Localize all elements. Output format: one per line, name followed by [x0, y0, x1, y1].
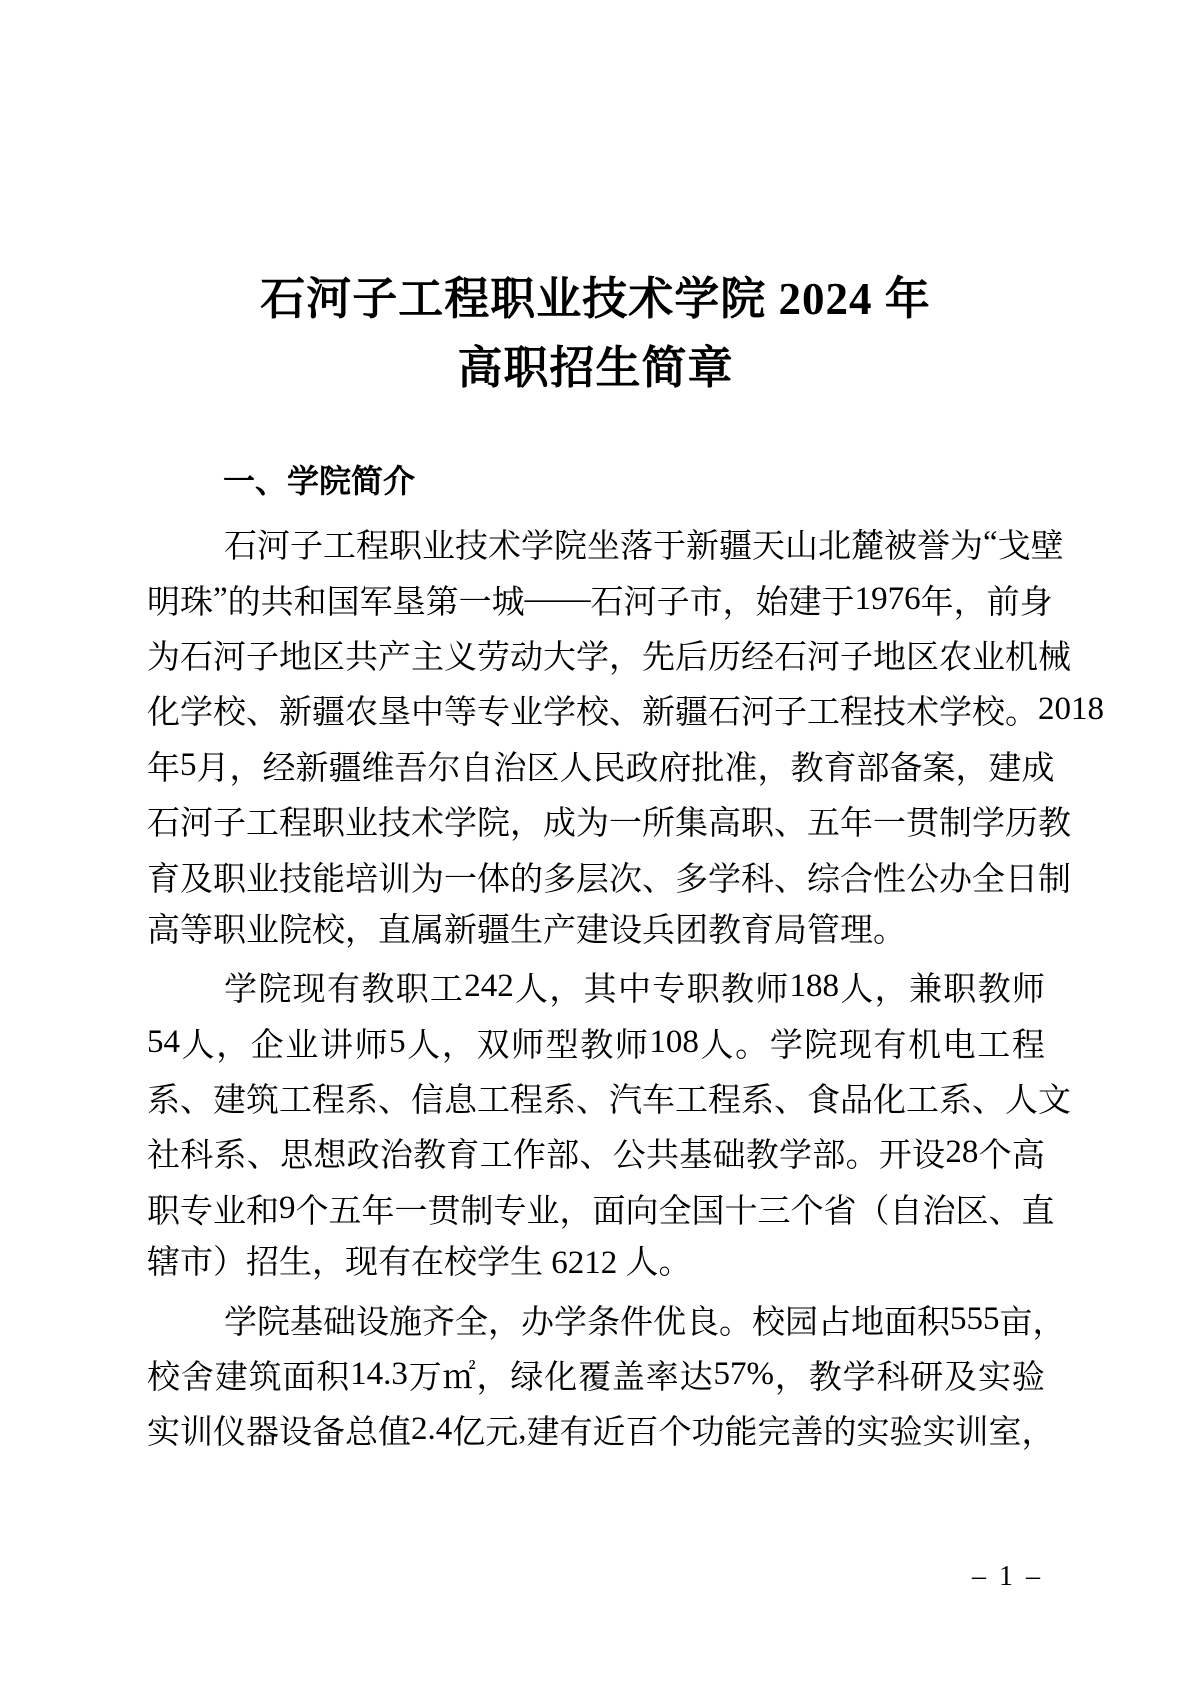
text-line: 社 科 系 、 思 想 政 治 教 育 工 作 部 、 公 共 基 础 教 学 部 。 开 设 28 个 高	[147, 1134, 1045, 1175]
text-line: 校 舍 建 筑 面 积 14.3 万 ㎡ ， 绿 化 覆 盖 率 达 57% ， 教 学 科 研 及 实 验	[147, 1356, 1045, 1397]
text-line: 石 河 子 工 程 职 业 技 术 学 院 坐 落 于 新 疆 天 山 北 麓 被 誉 为 “ 戈 壁	[224, 525, 1064, 566]
text-line: 明 珠 ” 的 共 和 国 军 垦 第 一 城 —— 石 河 子 市 ， 始 建 于 1976 年 ， 前 身	[147, 580, 1053, 621]
document-title	[0, 265, 1191, 403]
text-line: 化 学 校 、 新 疆 农 垦 中 等 专 业 学 校 、 新 疆 石 河 子 工 程 技 术 学 校 。 2018	[147, 691, 1104, 732]
text-line: 54 人 ， 企 业 讲 师 5 人 ， 双 师 型 教 师 108 人 。 学 院 现 有 机 电 工 程	[147, 1023, 1045, 1064]
text-line: 实 训 仪 器 设 备 总 值 2.4 亿 元 , 建 有 近 百 个 功 能 完 善 的 实 验 实 训 室 ，	[147, 1411, 1055, 1452]
text-line: 辖市）招生，现有在校学生 6212 人。	[147, 1245, 692, 1282]
text-line: 职 专 业 和 9 个 五 年 一 贯 制 专 业 ， 面 向 全 国 十 三 个 省 （ 自 治 区 、 直	[147, 1189, 1055, 1230]
text-line: 育 及 职 业 技 能 培 训 为 一 体 的 多 层 次 、 多 学 科 、 综 合 性 公 办 全 日 制	[147, 861, 1071, 898]
text-line: 高等职业院校，直属新疆生产建设兵团教育局管理。	[147, 912, 906, 949]
body-text	[147, 516, 1104, 1458]
title-line-2: 高职招生简章	[457, 343, 734, 393]
text-line: 年 5 月 ， 经 新 疆 维 吾 尔 自 治 区 人 民 政 府 批 准 ， 教 育 部 备 案 ， 建 成	[147, 746, 1055, 787]
text-line: 石 河 子 工 程 职 业 技 术 学 院 ， 成 为 一 所 集 高 职 、 五 年 一 贯 制 学 历 教	[147, 806, 1071, 843]
text-line: 学 院 基 础 设 施 齐 全 ， 办 学 条 件 优 良 。 校 园 占 地 面 积 555 亩 ，	[224, 1300, 1066, 1341]
text-line: 为 石 河 子 地 区 共 产 主 义 劳 动 大 学 ， 先 后 历 经 石 河 子 地 区 农 业 机 械	[147, 639, 1071, 676]
text-line: 学 院 现 有 教 职 工 242 人 ， 其 中 专 职 教 师 188 人 ， 兼 职 教 师	[224, 968, 1045, 1009]
title-line-1: 石河子工程职业技术学院 2024 年	[260, 274, 931, 324]
text-line: 系 、 建 筑 工 程 系 、 信 息 工 程 系 、 汽 车 工 程 系 、 食 品 化 工 系 、 人 文	[147, 1083, 1071, 1120]
section-heading: 一、学院简介	[223, 463, 416, 499]
page-number: – 1 –	[972, 1561, 1043, 1592]
